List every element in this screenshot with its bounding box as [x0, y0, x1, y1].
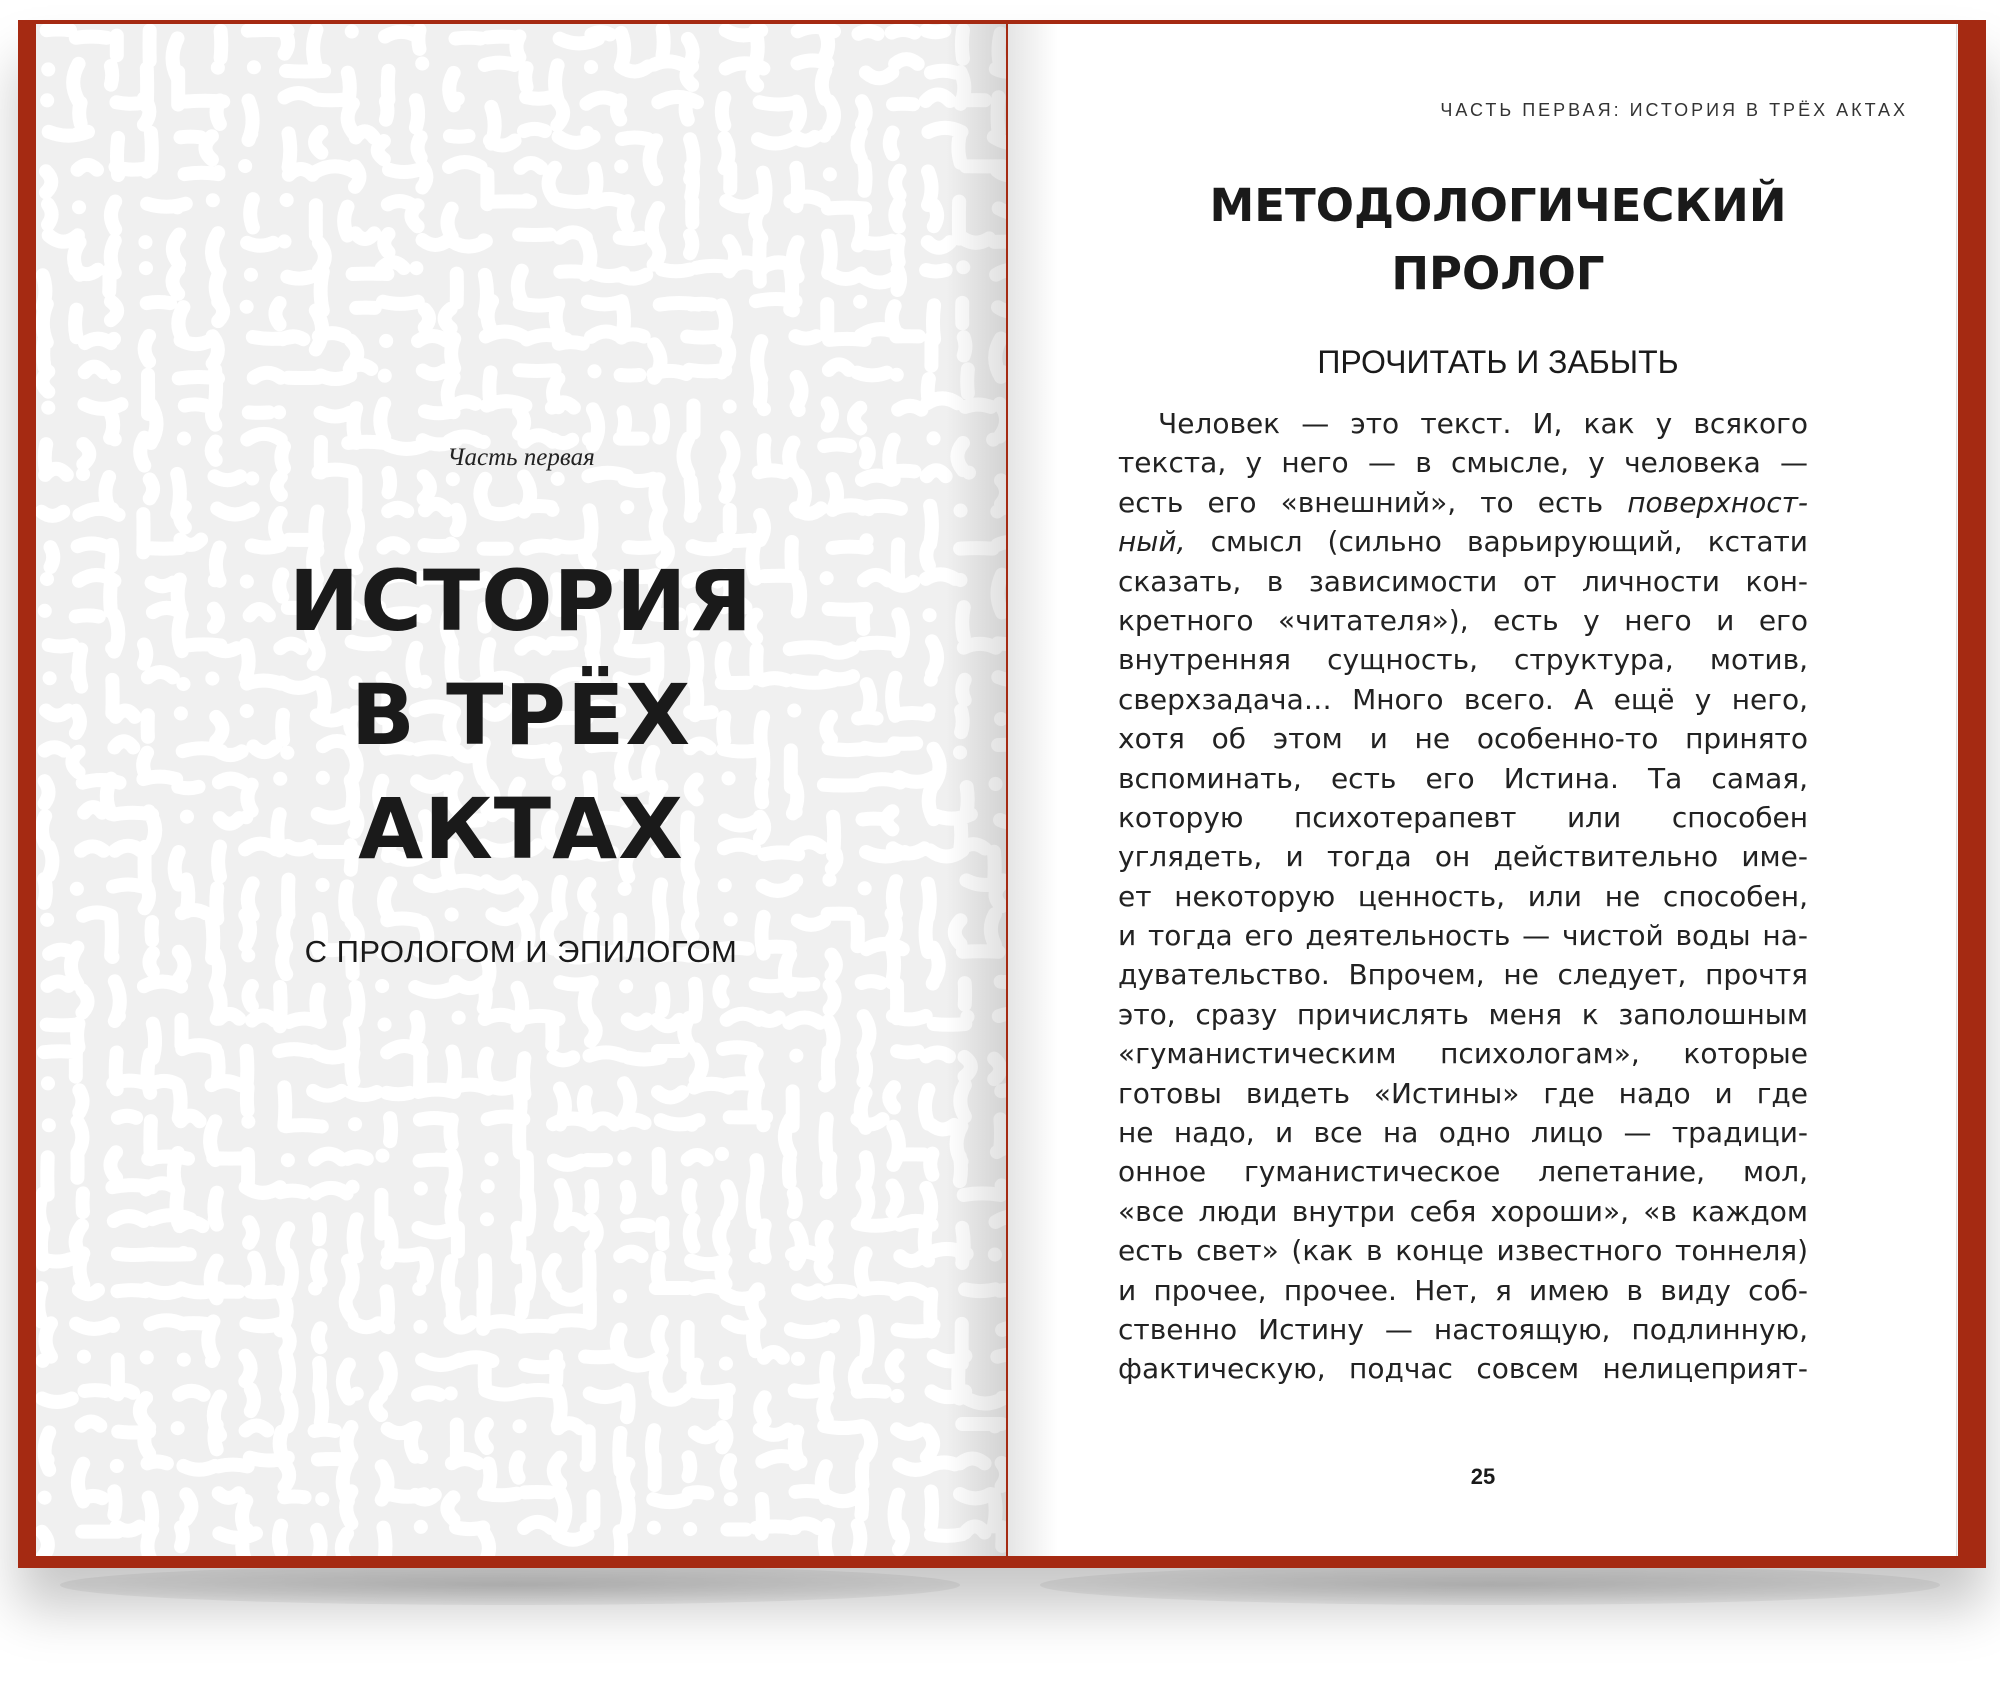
italic-fragment: ный, — [1118, 525, 1186, 559]
running-head: ЧАСТЬ ПЕРВАЯ: ИСТОРИЯ В ТРЁХ АКТАХ — [1440, 100, 1908, 120]
page-edges — [1956, 24, 1958, 1556]
body-line: внутренняя сущность, структура, мотив, — [1118, 643, 1808, 677]
section-title: ПРОЧИТАТЬ И ЗАБЫТЬ — [1317, 344, 1679, 380]
chapter-title-line-2: ПРОЛОГ — [1391, 247, 1605, 300]
body-line: углядеть, и тогда он действительно име- — [1118, 840, 1808, 874]
body-line-text: смысл (сильно варьирующий, кстати — [1210, 525, 1808, 559]
book-shadow-left — [60, 1565, 960, 1605]
body-line: и тогда его деятельность — чистой воды на- — [1118, 919, 1808, 953]
body-line-text: есть его «внешний», то есть — [1118, 485, 1604, 519]
body-line: сверхзадача… Много всего. А ещё у него, — [1118, 682, 1808, 716]
body-line: онное гуманистическое лепетание, мол, — [1118, 1155, 1808, 1189]
page-number: 25 — [1470, 1464, 1496, 1489]
body-line: «гуманистическим психологам», которые — [1118, 1037, 1808, 1071]
body-line: дувательство. Впрочем, не следует, прочтя — [1118, 958, 1808, 992]
body-line: это, сразу причислять меня к заполошным — [1118, 997, 1808, 1031]
part-subtitle: С ПРОЛОГОМ И ЭПИЛОГОМ — [304, 934, 738, 969]
body-line: хотя об этом и не особенно-то принято — [1118, 722, 1808, 756]
body-line: фактическую, подчас совсем нелицеприят- — [1118, 1352, 1808, 1386]
body-line: сказать, в зависимости от личности кон- — [1118, 564, 1808, 598]
part-title-line-2: В ТРЁХ — [350, 666, 692, 764]
body-line — [1118, 483, 1808, 522]
left-page — [36, 24, 1006, 1556]
part-label: Часть первая — [447, 444, 595, 471]
part-title — [36, 544, 1006, 886]
body-line: Человек — это текст. И, как у всякого — [1158, 407, 1808, 440]
body-line: ственно Истину — настоящую, подлинную, — [1118, 1312, 1808, 1346]
part-title-line-1: ИСТОРИЯ — [288, 552, 754, 650]
body-line: кретного «читателя»), есть у него и его — [1118, 603, 1808, 637]
body-line: есть свет» (как в конце известного тоннеля) — [1118, 1234, 1808, 1268]
body-line — [1118, 522, 1808, 561]
body-line: не надо, и все на одно лицо — традици- — [1118, 1116, 1808, 1150]
right-page — [1008, 24, 1958, 1556]
chapter-title-line-1: МЕТОДОЛОГИЧЕСКИЙ — [1209, 179, 1787, 232]
body-line: текста, у него — в смысле, у человека — — [1118, 446, 1808, 480]
body-text — [1118, 404, 1808, 1389]
body-line: и прочее, прочее. Нет, я имею в виду соб- — [1118, 1273, 1808, 1307]
chapter-title — [1088, 172, 1908, 308]
book-shadow-right — [1040, 1565, 1940, 1605]
body-line: которую психотерапевт или способен — [1118, 800, 1808, 834]
body-line: готовы видеть «Истины» где надо и где — [1118, 1076, 1808, 1110]
body-line: ет некоторую ценность, или не способен, — [1118, 879, 1808, 913]
part-title-line-3: АКТАХ — [358, 780, 684, 878]
italic-fragment: поверхност- — [1627, 485, 1808, 519]
body-line: вспоминать, есть его Истина. Та самая, — [1118, 761, 1808, 795]
right-spine-shade — [1008, 24, 1058, 1556]
body-line: «все люди внутри себя хороши», «в каждом — [1118, 1194, 1808, 1228]
